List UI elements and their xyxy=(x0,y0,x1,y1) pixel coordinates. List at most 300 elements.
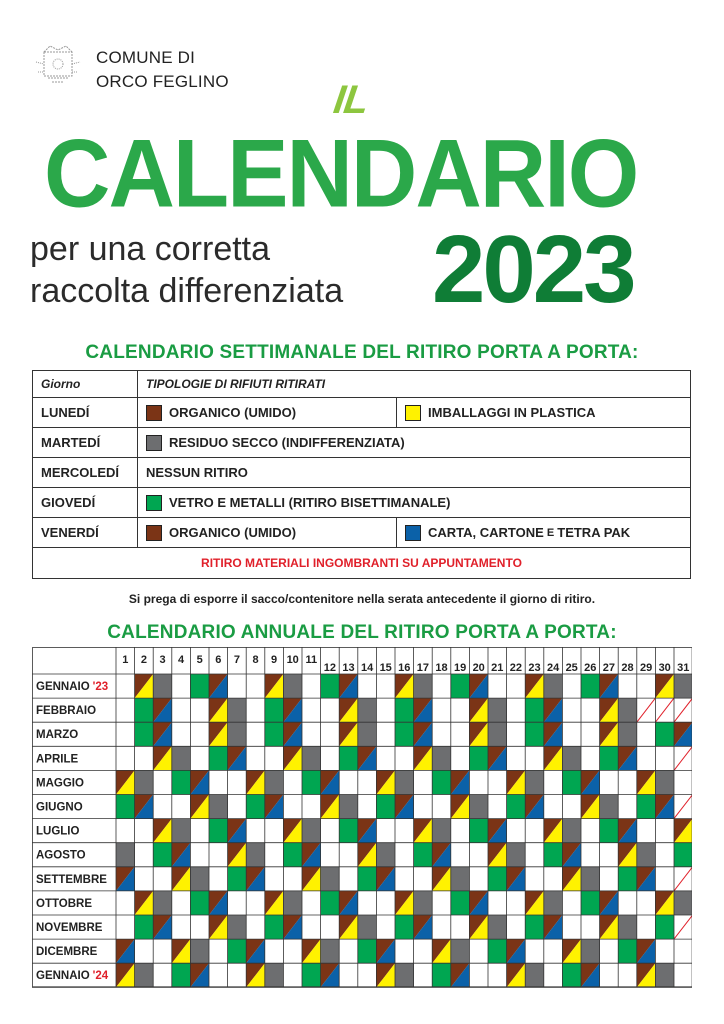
collection-mark xyxy=(618,939,637,963)
weekly-type-label: CARTA, CARTONE xyxy=(428,525,544,540)
collection-mark xyxy=(469,819,488,843)
calendar-day-cell xyxy=(674,674,692,698)
calendar-day-cell xyxy=(674,843,692,867)
collection-mark xyxy=(655,722,674,746)
calendar-day-cell xyxy=(544,891,563,915)
weekly-day: MERCOLEDÍ xyxy=(33,458,138,488)
day-column-label: 21 xyxy=(491,662,504,674)
collection-mark xyxy=(358,722,377,746)
calendar-day-cell xyxy=(135,891,154,915)
calendar-day-cell xyxy=(135,963,154,987)
calendar-day-cell xyxy=(190,963,209,987)
collection-mark xyxy=(190,891,209,915)
day-column-label: 16 xyxy=(398,662,411,674)
collection-mark xyxy=(637,843,656,867)
calendar-day-cell xyxy=(637,795,656,819)
calendar-day-cell xyxy=(469,795,488,819)
calendar-day-cell xyxy=(265,963,284,987)
calendar-day-cell xyxy=(283,891,302,915)
calendar-day-cell xyxy=(432,939,451,963)
calendar-day-cell xyxy=(246,795,265,819)
calendar-day-cell xyxy=(135,722,154,746)
unused-day-mark xyxy=(655,698,674,722)
collection-mark xyxy=(525,915,544,939)
calendar-day-cell xyxy=(246,939,265,963)
collection-mark xyxy=(283,674,302,698)
collection-mark xyxy=(209,819,228,843)
calendar-day-cell xyxy=(451,939,470,963)
main-title: CALENDARIO xyxy=(44,120,638,228)
calendar-day-cell xyxy=(283,843,302,867)
calendar-day-cell xyxy=(674,891,692,915)
collection-mark xyxy=(525,722,544,746)
ingombranti-note: RITIRO MATERIALI INGOMBRANTI SU APPUNTAMENTO xyxy=(33,548,691,579)
day-column-label: 29 xyxy=(639,662,653,674)
calendar-day-cell xyxy=(153,674,172,698)
calendar-day-cell xyxy=(451,963,470,987)
collection-mark xyxy=(228,939,247,963)
calendar-day-cell xyxy=(358,698,377,722)
collection-mark xyxy=(358,915,377,939)
calendar-day-cell xyxy=(302,770,321,794)
calendar-day-cell xyxy=(209,915,228,939)
calendar-day-cell xyxy=(674,722,692,746)
day-column-label: 8 xyxy=(252,654,259,666)
calendar-day-cell xyxy=(600,674,619,698)
calendar-day-cell xyxy=(395,698,414,722)
calendar-day-cell xyxy=(321,867,340,891)
calendar-day-cell xyxy=(190,867,209,891)
collection-mark xyxy=(562,770,581,794)
calendar-day-cell xyxy=(637,963,656,987)
calendar-day-cell xyxy=(414,891,433,915)
collection-mark xyxy=(376,795,395,819)
collection-mark xyxy=(581,891,600,915)
collection-mark xyxy=(581,867,600,891)
collection-mark xyxy=(302,819,321,843)
calendar-day-cell xyxy=(544,843,563,867)
calendar-day-cell xyxy=(562,746,581,770)
day-column-label: 14 xyxy=(360,662,374,674)
calendar-day-cell xyxy=(190,795,209,819)
calendar-day-cell xyxy=(283,722,302,746)
collection-mark xyxy=(358,939,377,963)
collection-mark xyxy=(358,867,377,891)
calendar-day-cell xyxy=(507,770,526,794)
collection-mark xyxy=(172,819,191,843)
calendar-day-cell xyxy=(358,843,377,867)
collection-mark xyxy=(655,963,674,987)
calendar-day-cell xyxy=(190,939,209,963)
collection-mark xyxy=(358,698,377,722)
day-column-label: 15 xyxy=(379,662,392,674)
collection-mark xyxy=(469,795,488,819)
collection-mark xyxy=(153,674,172,698)
calendar-day-cell xyxy=(562,867,581,891)
calendar-day-cell xyxy=(618,843,637,867)
collection-mark xyxy=(414,891,433,915)
calendar-day-cell xyxy=(544,819,563,843)
calendar-day-cell xyxy=(395,891,414,915)
calendar-day-cell xyxy=(209,746,228,770)
calendar-day-cell xyxy=(135,674,154,698)
collection-mark xyxy=(674,843,692,867)
calendar-day-cell xyxy=(451,867,470,891)
collection-mark xyxy=(302,746,321,770)
annual-calendar-grid xyxy=(32,647,692,993)
collection-mark xyxy=(655,770,674,794)
calendar-day-cell xyxy=(228,746,247,770)
day-column-label: 25 xyxy=(565,662,578,674)
month-label: OTTOBRE xyxy=(36,897,93,910)
collection-mark xyxy=(265,915,284,939)
collection-mark xyxy=(488,698,507,722)
collection-mark xyxy=(395,915,414,939)
calendar-day-cell xyxy=(265,674,284,698)
month-label: NOVEMBRE xyxy=(36,922,103,934)
calendar-day-cell xyxy=(172,867,191,891)
calendar-day-cell xyxy=(358,867,377,891)
unused-day-mark xyxy=(674,795,692,819)
calendar-day-cell xyxy=(525,770,544,794)
weekly-type xyxy=(397,518,691,548)
collection-mark xyxy=(618,867,637,891)
calendar-day-cell xyxy=(525,891,544,915)
calendar-day-cell xyxy=(469,698,488,722)
collection-mark xyxy=(228,698,247,722)
calendar-day-cell xyxy=(451,770,470,794)
calendar-day-cell xyxy=(302,843,321,867)
calendar-day-cell xyxy=(655,891,674,915)
calendar-day-cell xyxy=(209,698,228,722)
calendar-day-cell xyxy=(600,746,619,770)
calendar-day-cell xyxy=(321,770,340,794)
calendar-day-cell xyxy=(618,698,637,722)
collection-mark xyxy=(618,698,637,722)
calendar-day-cell xyxy=(674,819,692,843)
calendar-day-cell xyxy=(246,843,265,867)
day-column-label: 1 xyxy=(122,654,129,666)
calendar-day-cell xyxy=(414,819,433,843)
day-column-label: 26 xyxy=(584,662,597,674)
collection-mark xyxy=(581,939,600,963)
calendar-day-cell xyxy=(339,698,358,722)
calendar-day-cell xyxy=(544,746,563,770)
collection-mark xyxy=(190,939,209,963)
collection-mark xyxy=(265,698,284,722)
collection-mark xyxy=(265,963,284,987)
calendar-day-cell xyxy=(525,674,544,698)
calendar-day-cell xyxy=(376,770,395,794)
collection-mark xyxy=(562,819,581,843)
collection-mark xyxy=(265,770,284,794)
collection-mark xyxy=(432,770,451,794)
collection-mark xyxy=(395,722,414,746)
calendar-day-cell xyxy=(228,722,247,746)
day-column-label: 18 xyxy=(435,662,448,674)
collection-mark xyxy=(228,722,247,746)
calendar-day-cell xyxy=(265,795,284,819)
calendar-day-cell xyxy=(395,915,414,939)
calendar-day-cell xyxy=(507,843,526,867)
calendar-day-cell xyxy=(432,963,451,987)
calendar-day-cell xyxy=(469,674,488,698)
calendar-day-cell xyxy=(469,722,488,746)
calendar-day-cell xyxy=(339,819,358,843)
calendar-day-cell xyxy=(116,843,135,867)
calendar-day-cell xyxy=(153,891,172,915)
calendar-day-cell xyxy=(153,746,172,770)
calendar-day-cell xyxy=(488,819,507,843)
day-column-label: 19 xyxy=(453,662,467,674)
calendar-day-cell xyxy=(618,867,637,891)
calendar-day-cell xyxy=(581,674,600,698)
calendar-day-cell xyxy=(302,963,321,987)
calendar-day-cell xyxy=(265,891,284,915)
collection-mark xyxy=(488,722,507,746)
calendar-day-cell xyxy=(321,795,340,819)
collection-mark xyxy=(488,915,507,939)
collection-mark xyxy=(507,843,526,867)
collection-mark xyxy=(283,843,302,867)
calendar-day-cell xyxy=(135,770,154,794)
calendar-day-cell xyxy=(581,867,600,891)
weekly-type xyxy=(138,518,397,548)
calendar-day-cell xyxy=(339,722,358,746)
calendar-day-cell xyxy=(544,915,563,939)
collection-mark xyxy=(451,891,470,915)
calendar-day-cell xyxy=(544,674,563,698)
calendar-day-cell xyxy=(302,867,321,891)
collection-mark xyxy=(153,843,172,867)
collection-mark xyxy=(265,722,284,746)
month-label: MAGGIO xyxy=(36,777,84,790)
collection-mark xyxy=(246,843,265,867)
weekly-day: MARTEDÍ xyxy=(33,428,138,458)
calendar-day-cell xyxy=(507,867,526,891)
calendar-day-cell xyxy=(525,722,544,746)
collection-mark xyxy=(135,698,154,722)
municipality-name-line1: COMUNE DI xyxy=(96,48,196,67)
calendar-day-cell xyxy=(525,915,544,939)
calendar-day-cell xyxy=(376,867,395,891)
vetro-swatch xyxy=(146,495,162,511)
day-column-label: 23 xyxy=(528,662,541,674)
calendar-day-cell xyxy=(655,674,674,698)
calendar-day-cell xyxy=(600,915,619,939)
collection-mark xyxy=(172,770,191,794)
month-label: AGOSTO xyxy=(36,849,86,862)
calendar-day-cell xyxy=(581,939,600,963)
month-label: SETTEMBRE xyxy=(36,873,107,886)
unused-day-mark xyxy=(674,915,692,939)
calendar-day-cell xyxy=(451,891,470,915)
calendar-day-cell xyxy=(302,819,321,843)
collection-mark xyxy=(135,722,154,746)
carta-swatch xyxy=(405,525,421,541)
calendar-day-cell xyxy=(209,722,228,746)
weekly-footer-row xyxy=(33,548,691,579)
collection-mark xyxy=(469,746,488,770)
month-label: DICEMBRE xyxy=(36,946,98,959)
collection-mark xyxy=(655,915,674,939)
calendar-day-cell xyxy=(172,963,191,987)
calendar-day-cell xyxy=(655,722,674,746)
collection-mark xyxy=(321,891,340,915)
collection-mark xyxy=(228,867,247,891)
calendar-day-cell xyxy=(135,795,154,819)
calendar-day-cell xyxy=(172,939,191,963)
collection-mark xyxy=(321,674,340,698)
month-label: MARZO xyxy=(36,729,79,742)
weekly-row-tuesday xyxy=(33,428,691,458)
secco-swatch xyxy=(146,435,162,451)
unused-day-mark xyxy=(637,698,656,722)
calendar-day-cell xyxy=(116,770,135,794)
municipality-name-line2: ORCO FEGLINO xyxy=(96,72,229,91)
collection-mark xyxy=(116,843,135,867)
calendar-day-cell xyxy=(451,674,470,698)
weekly-type xyxy=(138,428,691,458)
weekly-type-label: NESSUN RITIRO xyxy=(138,458,691,488)
calendar-day-cell xyxy=(562,939,581,963)
day-column-label: 10 xyxy=(286,654,299,666)
calendar-day-cell xyxy=(600,819,619,843)
day-column-label: 28 xyxy=(621,662,634,674)
calendar-day-cell xyxy=(507,795,526,819)
weekly-type-label: RESIDUO SECCO (INDIFFERENZIATA) xyxy=(169,435,405,450)
calendar-day-cell xyxy=(228,939,247,963)
calendar-day-cell xyxy=(395,963,414,987)
calendar-day-cell xyxy=(488,722,507,746)
calendar-day-cell xyxy=(358,939,377,963)
organico-swatch xyxy=(146,525,162,541)
calendar-day-cell xyxy=(637,939,656,963)
day-column-label: 7 xyxy=(233,654,240,666)
collection-mark xyxy=(190,867,209,891)
calendar-day-cell xyxy=(414,698,433,722)
weekly-row-thursday xyxy=(33,488,691,518)
calendar-day-cell xyxy=(488,698,507,722)
calendar-day-cell xyxy=(190,770,209,794)
calendar-day-cell xyxy=(339,795,358,819)
calendar-day-cell xyxy=(153,819,172,843)
collection-mark xyxy=(209,746,228,770)
calendar-day-cell xyxy=(600,698,619,722)
calendar-day-cell xyxy=(321,891,340,915)
calendar-day-cell xyxy=(172,770,191,794)
calendar-day-cell xyxy=(655,795,674,819)
day-column-label: 4 xyxy=(178,654,185,666)
calendar-day-cell xyxy=(432,843,451,867)
collection-mark xyxy=(339,746,358,770)
calendar-day-cell xyxy=(358,722,377,746)
calendar-day-cell xyxy=(395,770,414,794)
month-label: GENNAIO '24 xyxy=(36,970,109,983)
collection-mark xyxy=(637,795,656,819)
collection-mark xyxy=(414,843,433,867)
calendar-day-cell xyxy=(246,770,265,794)
day-column-label: 3 xyxy=(159,654,166,666)
collection-mark xyxy=(172,746,191,770)
calendar-day-cell xyxy=(600,722,619,746)
weekly-head-types: TIPOLOGIE DI RIFIUTI RITIRATI xyxy=(138,371,691,398)
calendar-day-cell xyxy=(618,722,637,746)
calendar-day-cell xyxy=(469,915,488,939)
collection-mark xyxy=(544,843,563,867)
collection-mark xyxy=(414,674,433,698)
calendar-day-cell xyxy=(618,939,637,963)
calendar-day-cell xyxy=(432,867,451,891)
calendar-day-cell xyxy=(116,963,135,987)
calendar-day-cell xyxy=(414,674,433,698)
calendar-day-cell xyxy=(283,915,302,939)
month-label: GENNAIO '23 xyxy=(36,681,109,693)
calendar-day-cell xyxy=(172,746,191,770)
day-column-label: 9 xyxy=(271,654,278,666)
collection-mark xyxy=(302,770,321,794)
calendar-day-cell xyxy=(637,867,656,891)
collection-mark xyxy=(544,891,563,915)
calendar-day-cell xyxy=(135,915,154,939)
calendar-day-cell xyxy=(209,795,228,819)
calendar-day-cell xyxy=(432,819,451,843)
day-column-label: 24 xyxy=(546,662,560,674)
calendar-day-cell xyxy=(283,674,302,698)
collection-mark xyxy=(190,674,209,698)
calendar-day-cell xyxy=(488,843,507,867)
calendar-day-cell xyxy=(209,819,228,843)
calendar-day-cell xyxy=(153,915,172,939)
calendar-day-cell xyxy=(637,770,656,794)
calendar-day-cell xyxy=(190,674,209,698)
month-label: LUGLIO xyxy=(36,825,80,838)
collection-mark xyxy=(525,770,544,794)
calendar-day-cell xyxy=(228,843,247,867)
calendar-day-cell xyxy=(469,819,488,843)
calendar-day-cell xyxy=(358,819,377,843)
day-column-label: 17 xyxy=(416,662,430,674)
collection-mark xyxy=(153,891,172,915)
collection-mark xyxy=(562,746,581,770)
calendar-day-cell xyxy=(525,963,544,987)
subtitle-line2: raccolta differenziata xyxy=(30,272,344,310)
collection-mark xyxy=(674,674,692,698)
collection-mark xyxy=(209,795,228,819)
calendar-day-cell xyxy=(302,746,321,770)
calendar-day-cell xyxy=(507,963,526,987)
calendar-day-cell xyxy=(432,746,451,770)
calendar-day-cell xyxy=(414,843,433,867)
calendar-day-cell xyxy=(190,891,209,915)
calendar-day-cell xyxy=(655,770,674,794)
day-column-label: 30 xyxy=(658,662,671,674)
collection-mark xyxy=(246,795,265,819)
collection-mark xyxy=(172,963,191,987)
calendar-day-cell xyxy=(376,939,395,963)
collection-mark xyxy=(618,722,637,746)
weekly-day: LUNEDÍ xyxy=(33,398,138,428)
calendar-day-cell xyxy=(581,963,600,987)
subtitle-line1: per una corretta xyxy=(30,230,271,268)
calendar-day-cell xyxy=(265,770,284,794)
weekly-type-label: ORGANICO (UMIDO) xyxy=(169,405,297,420)
collection-mark xyxy=(395,770,414,794)
calendar-day-cell xyxy=(395,722,414,746)
calendar-day-cell xyxy=(339,674,358,698)
collection-mark xyxy=(321,867,340,891)
calendar-day-cell xyxy=(209,891,228,915)
